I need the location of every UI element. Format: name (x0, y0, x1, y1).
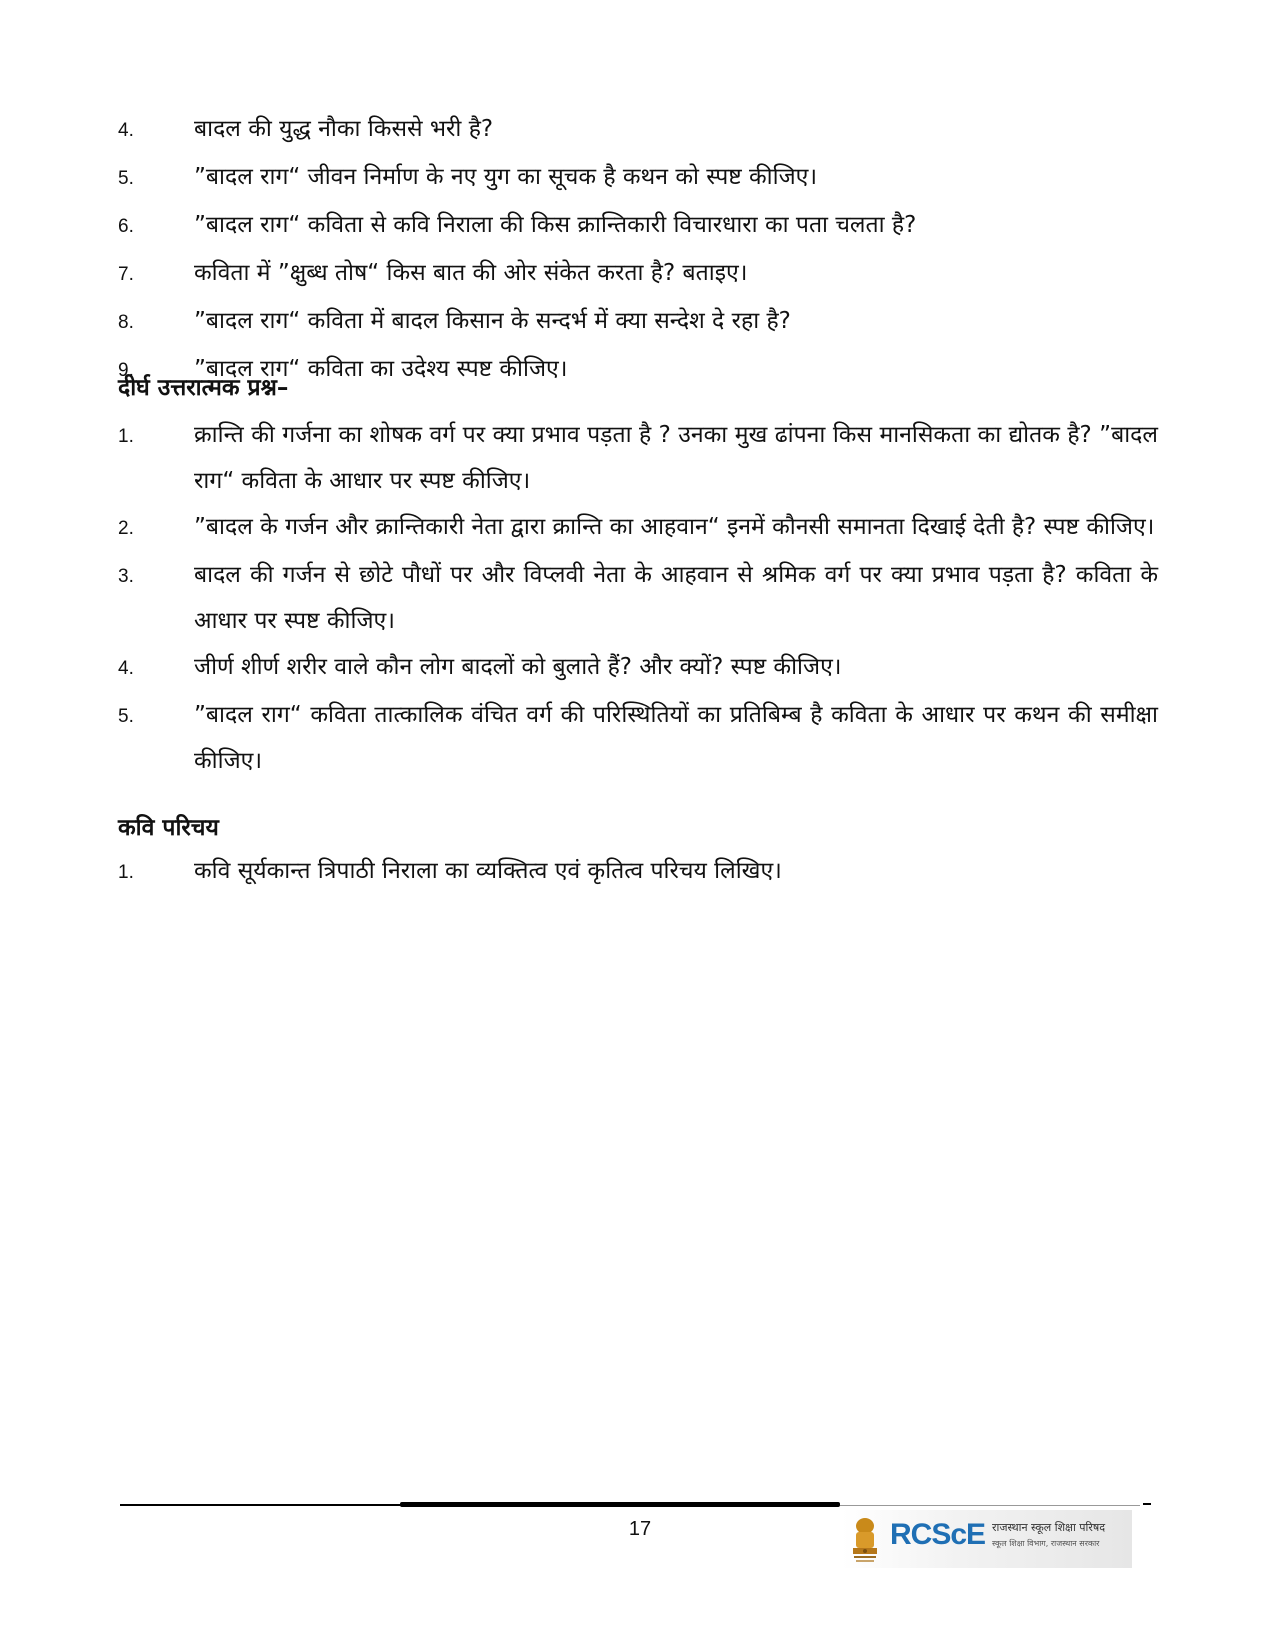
question-text: ”बादल राग“ कविता तात्कालिक वंचित वर्ग की परिस्थितियों का प्रतिबिम्ब है कविता के आधार पर कथन की समीक्षा कीजिए। (194, 702, 1158, 774)
rcsce-logo (842, 1510, 1132, 1568)
question-number: 8. (118, 312, 134, 333)
question-number: 1. (118, 426, 134, 447)
question-text: बादल की युद्ध नौका किससे भरी है? (194, 116, 494, 142)
question-item (118, 848, 1158, 896)
long-question-list (118, 412, 1158, 784)
question-item (118, 202, 1158, 250)
question-text: जीर्ण शीर्ण शरीर वाले कौन लोग बादलों को बुलाते हैं? और क्यों? स्पष्ट कीजिए। (194, 654, 842, 680)
long-questions-heading: दीर्घ उत्तरात्मक प्रश्न– (118, 375, 289, 401)
question-number: 3. (118, 566, 134, 587)
footer-rule-tail (840, 1505, 1140, 1506)
question-number: 4. (118, 658, 134, 679)
question-text: ”बादल राग“ कविता में बादल किसान के सन्दर्भ में क्या सन्देश दे रहा है? (194, 308, 791, 334)
question-item (118, 644, 1158, 692)
question-text: ”बादल राग“ कविता से कवि निराला की किस क्रान्तिकारी विचारधारा का पता चलता है? (194, 212, 917, 238)
question-number: 5. (118, 706, 134, 727)
question-text: बादल की गर्जन से छोटे पौधों पर और विप्लवी नेता के आहवान से श्रमिक वर्ग पर क्या प्रभाव पड़ता है? कविता के आधार पर स्पष्ट कीजिए। (194, 562, 1158, 634)
question-text: कवि सूर्यकान्त त्रिपाठी निराला का व्यक्तित्व एवं कृतित्व परिचय लिखिए। (194, 858, 782, 884)
footer-rule-accent (400, 1502, 840, 1507)
question-item (118, 106, 1158, 154)
question-number: 7. (118, 264, 134, 285)
poet-question-list (118, 848, 1158, 896)
question-item (118, 552, 1158, 644)
question-number: 4. (118, 120, 134, 141)
logo-dept-name: स्कूल शिक्षा विभाग, राजस्थान सरकार (992, 1539, 1100, 1548)
question-number: 2. (118, 518, 134, 539)
question-item (118, 412, 1158, 504)
logo-wordmark: RCScE (890, 1518, 986, 1551)
question-text: ”बादल राग“ जीवन निर्माण के नए युग का सूचक है कथन को स्पष्ट कीजिए। (194, 164, 818, 190)
question-text: कविता में ”क्षुब्ध तोष“ किस बात की ओर संकेत करता है? बताइए। (194, 260, 748, 286)
question-number: 9. (118, 360, 134, 381)
question-item (118, 250, 1158, 298)
question-item (118, 692, 1158, 784)
short-question-list (118, 106, 1158, 394)
question-text: ”बादल के गर्जन और क्रान्तिकारी नेता द्वारा क्रान्ति का आहवान“ इनमें कौनसी समानता दिखाई देती है? स्पष्ट कीजिए। (194, 514, 1155, 540)
question-text: क्रान्ति की गर्जना का शोषक वर्ग पर क्या प्रभाव पड़ता है ? उनका मुख ढांपना किस मानसिकता का द्योतक है? ”बादल राग“ कविता के आधार पर स्पष्ट कीजिए। (194, 422, 1158, 494)
question-number: 5. (118, 168, 134, 189)
poet-intro-heading: कवि परिचय (118, 815, 219, 841)
logo-org-name: राजस्थान स्कूल शिक्षा परिषद (992, 1521, 1106, 1534)
question-item (118, 504, 1158, 552)
national-emblem-icon (848, 1514, 882, 1564)
page-number: 17 (628, 1518, 652, 1540)
question-text: ”बादल राग“ कविता का उदेश्य स्पष्ट कीजिए। (194, 356, 568, 382)
question-item (118, 154, 1158, 202)
question-number: 1. (118, 862, 134, 883)
question-item (118, 298, 1158, 346)
question-number: 6. (118, 216, 134, 237)
footer-dash (1143, 1503, 1151, 1505)
